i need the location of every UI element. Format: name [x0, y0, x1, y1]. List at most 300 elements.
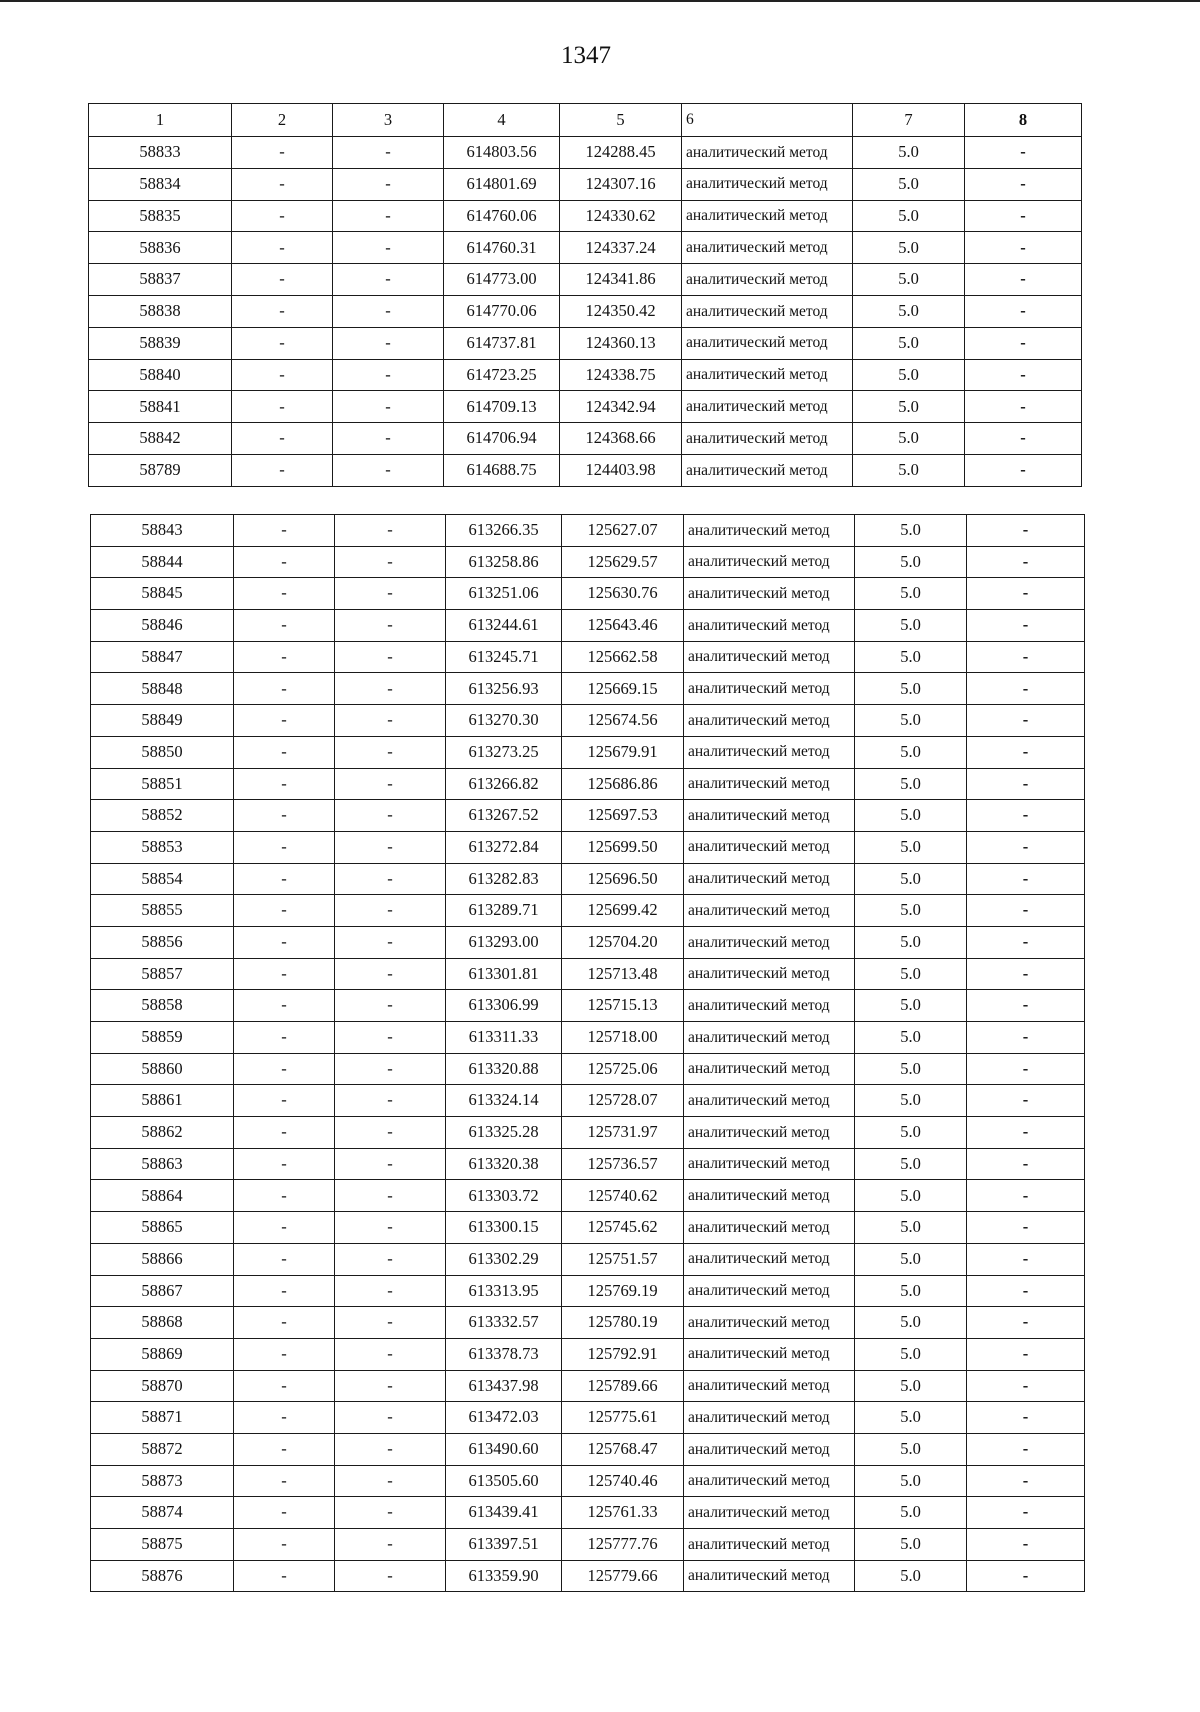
table-row: [91, 1085, 1085, 1117]
cell-column-3: -: [335, 768, 446, 800]
cell-accuracy: 5.0: [855, 546, 967, 578]
cell-column-3: -: [335, 1338, 446, 1370]
cell-accuracy: 5.0: [855, 1275, 967, 1307]
cell-method: аналитический метод: [684, 641, 855, 673]
cell-coordinate-x: 613320.38: [446, 1148, 562, 1180]
table-row: [91, 958, 1085, 990]
cell-point-number: 58859: [91, 1022, 234, 1054]
cell-method: аналитический метод: [684, 958, 855, 990]
cell-accuracy: 5.0: [855, 673, 967, 705]
cell-coordinate-x: 614709.13: [444, 391, 560, 423]
cell-coordinate-y: 125697.53: [562, 800, 684, 832]
cell-coordinate-y: 125761.33: [562, 1497, 684, 1529]
cell-coordinate-y: 125751.57: [562, 1243, 684, 1275]
cell-column-2: -: [234, 546, 335, 578]
cell-point-number: 58836: [89, 232, 232, 264]
table-row: [91, 1402, 1085, 1434]
cell-coordinate-y: 125792.91: [562, 1338, 684, 1370]
cell-point-number: 58873: [91, 1465, 234, 1497]
cell-coordinate-y: 125740.46: [562, 1465, 684, 1497]
cell-method: аналитический метод: [684, 895, 855, 927]
cell-column-3: -: [335, 1117, 446, 1149]
cell-column-3: -: [335, 1022, 446, 1054]
cell-method: аналитический метод: [684, 736, 855, 768]
cell-column-2: -: [234, 1307, 335, 1339]
table-row: [89, 200, 1082, 232]
cell-point-number: 58839: [89, 327, 232, 359]
cell-accuracy: 5.0: [853, 295, 965, 327]
cell-coordinate-y: 125728.07: [562, 1085, 684, 1117]
cell-coordinate-x: 613273.25: [446, 736, 562, 768]
cell-method: аналитический метод: [684, 1053, 855, 1085]
cell-column-3: -: [333, 137, 444, 169]
cell-method: аналитический метод: [684, 1402, 855, 1434]
cell-coordinate-y: 124307.16: [560, 168, 682, 200]
cell-coordinate-x: 614760.06: [444, 200, 560, 232]
cell-column-8: -: [967, 1370, 1085, 1402]
cell-point-number: 58789: [89, 454, 232, 486]
cell-column-2: -: [234, 578, 335, 610]
cell-coordinate-x: 613245.71: [446, 641, 562, 673]
cell-coordinate-y: 124341.86: [560, 264, 682, 296]
cell-method: аналитический метод: [684, 515, 855, 547]
cell-method: аналитический метод: [684, 800, 855, 832]
cell-method: аналитический метод: [682, 200, 853, 232]
cell-column-8: -: [967, 863, 1085, 895]
cell-column-2: -: [232, 137, 333, 169]
cell-column-2: -: [232, 168, 333, 200]
cell-column-3: -: [335, 515, 446, 547]
cell-column-8: -: [965, 137, 1082, 169]
cell-column-2: -: [234, 610, 335, 642]
cell-point-number: 58875: [91, 1529, 234, 1561]
cell-point-number: 58863: [91, 1148, 234, 1180]
cell-coordinate-y: 125629.57: [562, 546, 684, 578]
cell-accuracy: 5.0: [855, 863, 967, 895]
cell-method: аналитический метод: [682, 264, 853, 296]
cell-coordinate-y: 125780.19: [562, 1307, 684, 1339]
cell-coordinate-x: 613505.60: [446, 1465, 562, 1497]
cell-accuracy: 5.0: [855, 1243, 967, 1275]
cell-accuracy: 5.0: [855, 1402, 967, 1434]
cell-column-3: -: [333, 327, 444, 359]
cell-accuracy: 5.0: [855, 768, 967, 800]
cell-column-2: -: [232, 423, 333, 455]
cell-accuracy: 5.0: [853, 327, 965, 359]
cell-coordinate-x: 613397.51: [446, 1529, 562, 1561]
table-row: [91, 673, 1085, 705]
cell-accuracy: 5.0: [855, 736, 967, 768]
cell-column-8: -: [967, 1402, 1085, 1434]
cell-accuracy: 5.0: [855, 578, 967, 610]
cell-column-2: -: [232, 295, 333, 327]
table-row: [89, 295, 1082, 327]
cell-accuracy: 5.0: [855, 1180, 967, 1212]
cell-method: аналитический метод: [684, 1307, 855, 1339]
cell-column-3: -: [335, 926, 446, 958]
cell-column-8: -: [967, 1022, 1085, 1054]
cell-column-8: -: [967, 515, 1085, 547]
cell-method: аналитический метод: [682, 295, 853, 327]
cell-column-8: -: [965, 359, 1082, 391]
cell-coordinate-y: 125679.91: [562, 736, 684, 768]
cell-point-number: 58853: [91, 831, 234, 863]
table-row: [91, 926, 1085, 958]
cell-point-number: 58841: [89, 391, 232, 423]
cell-accuracy: 5.0: [855, 1529, 967, 1561]
cell-method: аналитический метод: [684, 1497, 855, 1529]
cell-coordinate-y: 125627.07: [562, 515, 684, 547]
cell-method: аналитический метод: [684, 705, 855, 737]
cell-column-2: -: [234, 1117, 335, 1149]
cell-column-3: -: [335, 831, 446, 863]
table-row: [89, 137, 1082, 169]
table-row: [91, 1529, 1085, 1561]
cell-method: аналитический метод: [684, 768, 855, 800]
cell-column-2: -: [234, 1465, 335, 1497]
cell-column-2: -: [234, 800, 335, 832]
cell-accuracy: 5.0: [853, 200, 965, 232]
cell-coordinate-y: 124368.66: [560, 423, 682, 455]
table-row: [91, 1370, 1085, 1402]
cell-column-2: -: [234, 1212, 335, 1244]
table-row: [91, 736, 1085, 768]
cell-coordinate-y: 125769.19: [562, 1275, 684, 1307]
cell-accuracy: 5.0: [855, 800, 967, 832]
cell-column-2: -: [234, 831, 335, 863]
coordinates-table-2: [90, 514, 1085, 1592]
cell-method: аналитический метод: [682, 168, 853, 200]
cell-coordinate-x: 613359.90: [446, 1560, 562, 1592]
cell-column-2: -: [234, 990, 335, 1022]
cell-point-number: 58849: [91, 705, 234, 737]
cell-point-number: 58851: [91, 768, 234, 800]
cell-coordinate-y: 125740.62: [562, 1180, 684, 1212]
cell-column-3: -: [335, 1212, 446, 1244]
cell-coordinate-y: 124360.13: [560, 327, 682, 359]
cell-coordinate-x: 614723.25: [444, 359, 560, 391]
cell-point-number: 58870: [91, 1370, 234, 1402]
cell-method: аналитический метод: [684, 1370, 855, 1402]
cell-point-number: 58872: [91, 1433, 234, 1465]
cell-column-2: -: [234, 1180, 335, 1212]
cell-method: аналитический метод: [682, 423, 853, 455]
table-row: [89, 232, 1082, 264]
cell-column-2: -: [234, 1433, 335, 1465]
cell-column-3: -: [335, 1370, 446, 1402]
cell-coordinate-y: 124403.98: [560, 454, 682, 486]
header-cell-3: 3: [333, 104, 444, 137]
cell-coordinate-x: 614706.94: [444, 423, 560, 455]
table-row: [91, 546, 1085, 578]
cell-coordinate-y: 125715.13: [562, 990, 684, 1022]
cell-point-number: 58834: [89, 168, 232, 200]
cell-method: аналитический метод: [684, 1338, 855, 1370]
cell-column-2: -: [234, 958, 335, 990]
cell-column-8: -: [967, 1085, 1085, 1117]
cell-column-8: -: [967, 895, 1085, 927]
cell-column-2: -: [234, 768, 335, 800]
cell-column-3: -: [333, 423, 444, 455]
cell-coordinate-y: 125643.46: [562, 610, 684, 642]
cell-coordinate-x: 613490.60: [446, 1433, 562, 1465]
header-cell-8: 8: [965, 104, 1082, 137]
cell-coordinate-y: 125725.06: [562, 1053, 684, 1085]
cell-accuracy: 5.0: [855, 1085, 967, 1117]
table-row: [91, 1307, 1085, 1339]
table-row: [91, 1560, 1085, 1592]
cell-method: аналитический метод: [682, 454, 853, 486]
header-cell-7: 7: [853, 104, 965, 137]
cell-coordinate-y: 125736.57: [562, 1148, 684, 1180]
cell-column-3: -: [335, 1465, 446, 1497]
cell-coordinate-y: 124350.42: [560, 295, 682, 327]
cell-point-number: 58854: [91, 863, 234, 895]
cell-point-number: 58876: [91, 1560, 234, 1592]
cell-coordinate-x: 613320.88: [446, 1053, 562, 1085]
cell-column-8: -: [965, 264, 1082, 296]
cell-point-number: 58868: [91, 1307, 234, 1339]
cell-column-2: -: [234, 1402, 335, 1434]
table-row: [91, 895, 1085, 927]
table-row: [89, 264, 1082, 296]
cell-method: аналитический метод: [684, 926, 855, 958]
cell-column-8: -: [967, 1243, 1085, 1275]
cell-coordinate-x: 614737.81: [444, 327, 560, 359]
cell-coordinate-x: 613267.52: [446, 800, 562, 832]
cell-coordinate-x: 613251.06: [446, 578, 562, 610]
cell-method: аналитический метод: [684, 831, 855, 863]
header-cell-6: 6: [682, 104, 853, 137]
cell-coordinate-x: 613306.99: [446, 990, 562, 1022]
table-row: [89, 454, 1082, 486]
cell-accuracy: 5.0: [855, 515, 967, 547]
cell-column-2: -: [234, 1370, 335, 1402]
cell-column-3: -: [335, 1085, 446, 1117]
cell-accuracy: 5.0: [853, 264, 965, 296]
cell-column-8: -: [967, 1180, 1085, 1212]
cell-coordinate-x: 613301.81: [446, 958, 562, 990]
cell-accuracy: 5.0: [855, 1465, 967, 1497]
table-row: [91, 1433, 1085, 1465]
cell-coordinate-x: 613293.00: [446, 926, 562, 958]
cell-column-2: -: [232, 454, 333, 486]
cell-point-number: 58856: [91, 926, 234, 958]
page-top-border: [0, 0, 1200, 2]
cell-accuracy: 5.0: [855, 1117, 967, 1149]
cell-accuracy: 5.0: [853, 391, 965, 423]
cell-column-3: -: [335, 546, 446, 578]
cell-coordinate-y: 124342.94: [560, 391, 682, 423]
cell-column-3: -: [335, 990, 446, 1022]
cell-column-3: -: [335, 1529, 446, 1561]
cell-column-2: -: [232, 327, 333, 359]
cell-coordinate-x: 614801.69: [444, 168, 560, 200]
table-row: [91, 1053, 1085, 1085]
cell-point-number: 58842: [89, 423, 232, 455]
cell-column-2: -: [234, 641, 335, 673]
cell-accuracy: 5.0: [855, 1433, 967, 1465]
cell-column-3: -: [335, 578, 446, 610]
cell-coordinate-y: 125696.50: [562, 863, 684, 895]
cell-accuracy: 5.0: [855, 1497, 967, 1529]
cell-column-2: -: [232, 232, 333, 264]
cell-coordinate-x: 613313.95: [446, 1275, 562, 1307]
cell-coordinate-y: 125699.42: [562, 895, 684, 927]
table-row: [91, 1497, 1085, 1529]
cell-column-3: -: [335, 1053, 446, 1085]
cell-column-2: -: [234, 515, 335, 547]
cell-column-8: -: [967, 1338, 1085, 1370]
cell-method: аналитический метод: [682, 327, 853, 359]
cell-column-2: -: [232, 391, 333, 423]
cell-column-8: -: [965, 200, 1082, 232]
cell-column-2: -: [234, 895, 335, 927]
cell-column-8: -: [967, 1148, 1085, 1180]
cell-column-8: -: [967, 673, 1085, 705]
cell-column-2: -: [234, 1560, 335, 1592]
cell-column-3: -: [335, 736, 446, 768]
cell-point-number: 58865: [91, 1212, 234, 1244]
cell-column-8: -: [967, 1560, 1085, 1592]
cell-coordinate-x: 614770.06: [444, 295, 560, 327]
cell-point-number: 58862: [91, 1117, 234, 1149]
cell-column-3: -: [335, 705, 446, 737]
cell-accuracy: 5.0: [853, 423, 965, 455]
cell-column-3: -: [335, 863, 446, 895]
cell-column-3: -: [335, 1180, 446, 1212]
table-row: [89, 423, 1082, 455]
cell-column-8: -: [967, 641, 1085, 673]
cell-column-8: -: [967, 1529, 1085, 1561]
cell-coordinate-y: 124330.62: [560, 200, 682, 232]
table-row: [91, 515, 1085, 547]
cell-coordinate-x: 613256.93: [446, 673, 562, 705]
table-row: [91, 1275, 1085, 1307]
cell-column-8: -: [967, 736, 1085, 768]
cell-column-8: -: [967, 1497, 1085, 1529]
cell-accuracy: 5.0: [855, 1307, 967, 1339]
cell-column-8: -: [967, 1465, 1085, 1497]
header-cell-4: 4: [444, 104, 560, 137]
table-row: [91, 768, 1085, 800]
cell-column-8: -: [967, 1307, 1085, 1339]
cell-method: аналитический метод: [684, 546, 855, 578]
cell-coordinate-y: 125777.76: [562, 1529, 684, 1561]
cell-column-3: -: [333, 295, 444, 327]
cell-method: аналитический метод: [682, 391, 853, 423]
cell-coordinate-y: 125699.50: [562, 831, 684, 863]
cell-coordinate-y: 125674.56: [562, 705, 684, 737]
cell-accuracy: 5.0: [855, 1053, 967, 1085]
cell-accuracy: 5.0: [855, 705, 967, 737]
cell-point-number: 58837: [89, 264, 232, 296]
table-row: [89, 359, 1082, 391]
cell-column-2: -: [234, 1275, 335, 1307]
cell-coordinate-y: 125704.20: [562, 926, 684, 958]
cell-column-3: -: [335, 641, 446, 673]
cell-point-number: 58840: [89, 359, 232, 391]
cell-column-8: -: [965, 391, 1082, 423]
coordinates-table-1: [88, 103, 1082, 487]
cell-column-3: -: [333, 391, 444, 423]
cell-column-8: -: [967, 831, 1085, 863]
cell-column-2: -: [232, 359, 333, 391]
cell-coordinate-x: 613439.41: [446, 1497, 562, 1529]
cell-column-3: -: [333, 454, 444, 486]
cell-column-8: -: [967, 610, 1085, 642]
cell-coordinate-y: 125789.66: [562, 1370, 684, 1402]
cell-coordinate-y: 124288.45: [560, 137, 682, 169]
cell-column-2: -: [234, 1243, 335, 1275]
cell-accuracy: 5.0: [853, 232, 965, 264]
cell-coordinate-x: 613437.98: [446, 1370, 562, 1402]
cell-column-8: -: [967, 1053, 1085, 1085]
table-row: [91, 705, 1085, 737]
table-row: [91, 831, 1085, 863]
cell-coordinate-x: 613282.83: [446, 863, 562, 895]
cell-column-3: -: [333, 200, 444, 232]
cell-coordinate-x: 613258.86: [446, 546, 562, 578]
cell-point-number: 58871: [91, 1402, 234, 1434]
cell-coordinate-y: 125718.00: [562, 1022, 684, 1054]
cell-column-3: -: [333, 264, 444, 296]
table-row: [91, 1022, 1085, 1054]
table-row: [91, 578, 1085, 610]
cell-coordinate-x: 613300.15: [446, 1212, 562, 1244]
cell-coordinate-x: 613303.72: [446, 1180, 562, 1212]
cell-method: аналитический метод: [682, 359, 853, 391]
cell-accuracy: 5.0: [855, 1212, 967, 1244]
cell-accuracy: 5.0: [853, 359, 965, 391]
cell-coordinate-y: 125731.97: [562, 1117, 684, 1149]
table-row: [89, 327, 1082, 359]
cell-column-3: -: [335, 1560, 446, 1592]
cell-method: аналитический метод: [684, 1148, 855, 1180]
cell-coordinate-x: 613378.73: [446, 1338, 562, 1370]
cell-method: аналитический метод: [684, 990, 855, 1022]
cell-column-8: -: [965, 168, 1082, 200]
cell-method: аналитический метод: [684, 1275, 855, 1307]
cell-method: аналитический метод: [684, 1212, 855, 1244]
cell-method: аналитический метод: [684, 1560, 855, 1592]
cell-point-number: 58847: [91, 641, 234, 673]
cell-method: аналитический метод: [684, 1529, 855, 1561]
cell-accuracy: 5.0: [853, 454, 965, 486]
cell-method: аналитический метод: [684, 1465, 855, 1497]
cell-column-8: -: [967, 926, 1085, 958]
cell-coordinate-y: 125713.48: [562, 958, 684, 990]
header-cell-2: 2: [232, 104, 333, 137]
cell-point-number: 58844: [91, 546, 234, 578]
cell-column-3: -: [333, 168, 444, 200]
cell-accuracy: 5.0: [855, 1370, 967, 1402]
cell-point-number: 58845: [91, 578, 234, 610]
cell-method: аналитический метод: [684, 1085, 855, 1117]
cell-column-3: -: [333, 232, 444, 264]
cell-accuracy: 5.0: [853, 168, 965, 200]
cell-column-2: -: [234, 1022, 335, 1054]
cell-column-3: -: [335, 958, 446, 990]
cell-coordinate-x: 613325.28: [446, 1117, 562, 1149]
cell-coordinate-y: 125662.58: [562, 641, 684, 673]
cell-method: аналитический метод: [684, 673, 855, 705]
cell-column-8: -: [967, 546, 1085, 578]
cell-column-2: -: [234, 1497, 335, 1529]
cell-column-8: -: [967, 705, 1085, 737]
cell-accuracy: 5.0: [855, 1022, 967, 1054]
cell-column-3: -: [335, 1148, 446, 1180]
